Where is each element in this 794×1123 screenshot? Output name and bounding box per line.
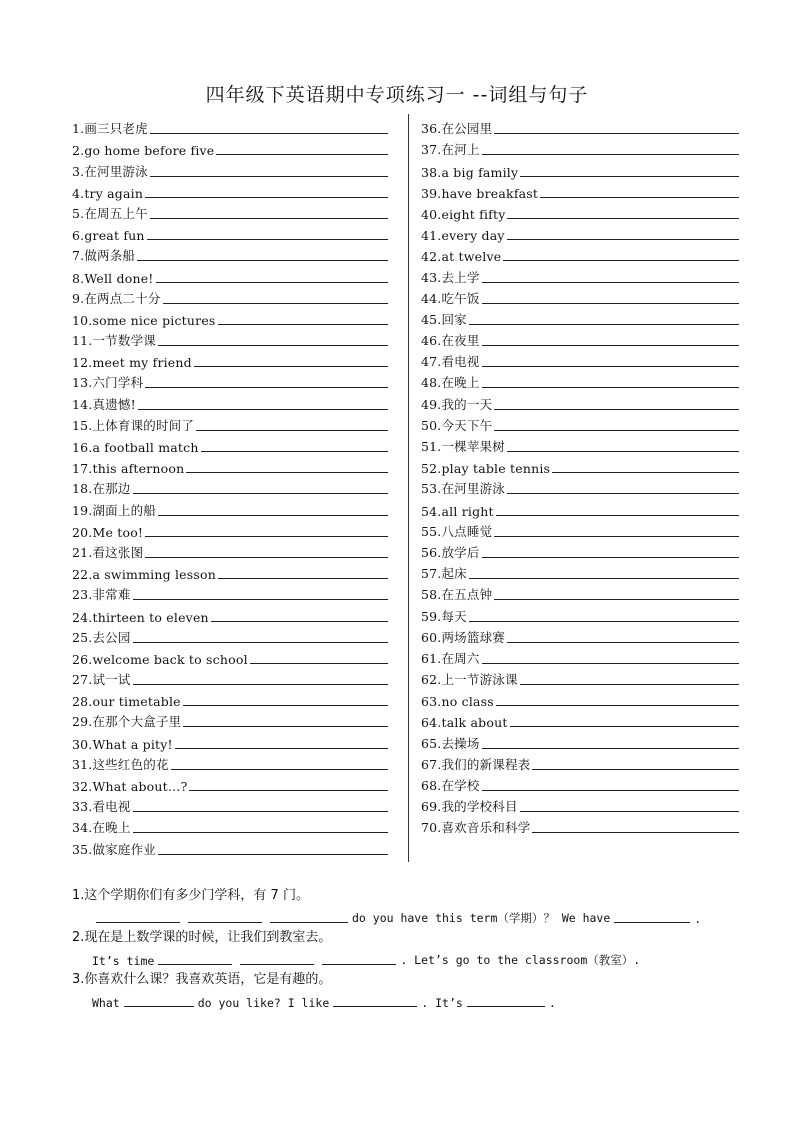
phrase-item: [72, 116, 388, 137]
phrase-item: [72, 709, 388, 730]
phrase-item: [421, 413, 739, 434]
column-divider: [408, 114, 409, 862]
answer-line[interactable]: [494, 429, 739, 431]
phrase-text: 70.喜欢音乐和科学: [421, 820, 531, 836]
answer-line[interactable]: [175, 747, 388, 749]
answer-line[interactable]: [163, 302, 388, 304]
phrase-item: [421, 328, 739, 349]
answer-line[interactable]: [507, 217, 739, 219]
phrase-text: 20.Me too!: [72, 524, 144, 540]
phrase-item: [421, 243, 739, 264]
phrase-item: [421, 561, 739, 582]
phrase-item: [421, 349, 739, 370]
phrase-item: [72, 540, 388, 561]
answer-line[interactable]: [133, 641, 388, 643]
phrase-text: 30.What a pity!: [72, 736, 173, 752]
answer-line[interactable]: [482, 789, 739, 791]
right-column: [421, 116, 739, 836]
phrase-text: 51.一棵苹果树: [421, 439, 505, 454]
phrase-item: [72, 434, 388, 455]
answer-line[interactable]: [133, 492, 388, 494]
answer-line[interactable]: [496, 514, 739, 516]
phrase-text: 56.放学后: [421, 544, 480, 560]
answer-line[interactable]: [145, 556, 388, 558]
phrase-text: 44.吃午饭: [421, 290, 480, 306]
answer-line[interactable]: [156, 281, 388, 283]
phrase-item: [421, 794, 739, 815]
answer-line[interactable]: [482, 365, 739, 367]
answer-line[interactable]: [150, 217, 388, 219]
phrase-text: 1.画三只老虎: [72, 121, 148, 137]
answer-line[interactable]: [510, 725, 739, 727]
phrase-text: 58.在五点钟: [421, 587, 493, 603]
answer-blank[interactable]: [158, 963, 232, 965]
phrase-item: [72, 264, 388, 285]
phrase-item: [72, 582, 388, 603]
answer-line[interactable]: [171, 768, 388, 770]
phrase-item: [421, 116, 739, 137]
phrase-item: [421, 455, 739, 476]
phrase-item: [72, 180, 388, 201]
phrase-text: 34.在晚上: [72, 820, 131, 836]
phrase-text: 53.在河里游泳: [421, 481, 505, 497]
answer-line[interactable]: [150, 175, 388, 177]
phrase-text: 65.去操场: [421, 735, 480, 751]
answer-blank[interactable]: [188, 921, 262, 923]
phrase-text: 15.上体育课的时间了: [72, 417, 195, 433]
phrase-item: [72, 137, 388, 158]
sentence-answer-1: [72, 904, 752, 926]
answer-line[interactable]: [496, 704, 739, 706]
phrase-text: 24.thirteen to eleven: [72, 609, 209, 625]
answer-line[interactable]: [145, 196, 388, 198]
phrase-text: 67.我们的新课程表: [421, 756, 531, 772]
phrase-text: 6.great fun: [72, 228, 145, 244]
phrase-item: [72, 794, 388, 815]
phrase-item: [421, 497, 739, 518]
phrase-text: 40.eight fifty: [421, 206, 506, 222]
answer-line[interactable]: [133, 598, 388, 600]
answer-blank[interactable]: [467, 1005, 545, 1007]
phrase-text: 29.在那个大盒子里: [72, 714, 182, 730]
phrase-text: 28.our timetable: [72, 694, 181, 710]
phrase-item: [72, 476, 388, 497]
sentence-question-3: 3.你喜欢什么课？我喜欢英语，它是有趣的。: [72, 972, 332, 987]
phrase-item: [72, 603, 388, 624]
phrase-text: 11.一节数学课: [72, 333, 156, 349]
left-column: [72, 116, 388, 858]
phrase-text: 18.在那边: [72, 481, 131, 497]
phrase-item: [72, 307, 388, 328]
answer-line[interactable]: [186, 471, 388, 473]
phrase-item: [421, 391, 739, 412]
phrase-text: 68.在学校: [421, 778, 480, 793]
phrase-item: [421, 476, 739, 497]
phrase-text: 61.在周六: [421, 650, 480, 666]
phrase-item: [72, 730, 388, 751]
phrase-text: 37.在河上: [421, 142, 480, 158]
phrase-text: 42.at twelve: [421, 249, 502, 265]
answer-line[interactable]: [520, 810, 739, 812]
phrase-item: [421, 222, 739, 243]
phrase-text: 14.真遗憾!: [72, 396, 136, 412]
phrase-text: 8.Well done!: [72, 270, 154, 286]
answer-line[interactable]: [158, 514, 388, 516]
answer-line[interactable]: [520, 683, 739, 685]
phrase-text: 33.看电视: [72, 799, 131, 815]
answer-line[interactable]: [507, 238, 739, 240]
phrase-item: [72, 561, 388, 582]
phrase-item: [421, 264, 739, 285]
answer-line[interactable]: [138, 408, 388, 410]
answer-line[interactable]: [250, 662, 388, 664]
phrase-item: [72, 391, 388, 412]
phrase-text: 57.起床: [421, 566, 467, 582]
page-title: 四年级下英语期中专项练习一 --词组与句子: [205, 84, 589, 106]
phrase-text: 10.some nice pictures: [72, 312, 216, 328]
phrase-item: [421, 815, 739, 836]
phrase-item: [72, 201, 388, 222]
phrase-text: 69.我的学校科目: [421, 799, 518, 815]
phrase-item: [421, 519, 739, 540]
phrase-item: [72, 519, 388, 540]
phrase-item: [421, 667, 739, 688]
phrase-text: 43.去上学: [421, 269, 480, 285]
answer-line[interactable]: [482, 302, 739, 304]
answer-blank[interactable]: [124, 1005, 194, 1007]
phrase-item: [72, 222, 388, 243]
phrase-item: [421, 709, 739, 730]
phrase-text: 39.have breakfast: [421, 185, 539, 201]
answer-line[interactable]: [183, 725, 388, 727]
phrase-text: 2.go home before five: [72, 143, 215, 159]
phrase-text: 32.What about…?: [72, 779, 188, 794]
answer-line[interactable]: [211, 620, 388, 622]
phrase-text: 19.湖面上的船: [72, 502, 156, 518]
phrase-text: 22.a swimming lesson: [72, 567, 216, 583]
answer-line[interactable]: [482, 747, 739, 749]
sentence-answer-2: [72, 946, 752, 968]
phrase-text: 60.两场篮球赛: [421, 629, 505, 645]
answer-line[interactable]: [507, 641, 739, 643]
answer-line[interactable]: [137, 259, 388, 261]
phrase-item: [421, 688, 739, 709]
answer-line[interactable]: [520, 175, 739, 177]
phrase-text: 13.六门学科: [72, 375, 144, 391]
phrase-text: 26.welcome back to school: [72, 651, 248, 667]
phrase-item: [72, 815, 388, 836]
phrase-text: 62.上一节游泳课: [421, 672, 518, 688]
phrase-item: [72, 286, 388, 307]
answer-line[interactable]: [532, 768, 739, 770]
answer-line[interactable]: [494, 535, 739, 537]
answer-line[interactable]: [158, 344, 388, 346]
answer-line[interactable]: [532, 831, 739, 833]
phrase-text: 25.去公园: [72, 629, 131, 645]
phrase-item: [72, 158, 388, 179]
phrase-item: [72, 773, 388, 794]
answer-blank[interactable]: [96, 921, 180, 923]
phrase-item: [72, 646, 388, 667]
answer-text: do you have this term（学期）？ We have: [352, 911, 611, 925]
answer-line[interactable]: [482, 386, 739, 388]
phrase-item: [72, 349, 388, 370]
answer-line[interactable]: [183, 704, 388, 706]
answer-text: . Let’s go to the classroom（教室）.: [400, 953, 641, 967]
phrase-item: [421, 201, 739, 222]
phrase-item: [421, 540, 739, 561]
phrase-text: 4.try again: [72, 185, 144, 201]
phrase-item: [421, 752, 739, 773]
phrase-text: 46.在夜里: [421, 333, 480, 349]
phrase-text: 27.试一试: [72, 672, 131, 688]
phrase-item: [421, 773, 739, 794]
phrase-text: 54.all right: [421, 503, 494, 519]
answer-line[interactable]: [494, 132, 739, 134]
sentence-answer-3: [72, 988, 752, 1010]
phrase-text: 7.做两条船: [72, 248, 136, 264]
phrase-text: 49.我的一天: [421, 396, 493, 412]
phrase-item: [421, 158, 739, 179]
phrase-text: 45.回家: [421, 311, 467, 327]
answer-line[interactable]: [216, 153, 388, 155]
sentence-question-2: 2.现在是上数学课的时候，让我们到教室去。: [72, 930, 332, 945]
phrase-item: [421, 370, 739, 391]
answer-line[interactable]: [507, 492, 739, 494]
answer-line[interactable]: [201, 450, 388, 452]
phrase-item: [72, 328, 388, 349]
answer-line[interactable]: [482, 281, 739, 283]
answer-line[interactable]: [503, 259, 739, 261]
phrase-text: 47.看电视: [421, 354, 480, 370]
phrase-item: [421, 646, 739, 667]
answer-blank[interactable]: [270, 921, 348, 923]
sentence-question-1: 1.这个学期你们有多少门学科，有 7 门。: [72, 888, 309, 903]
sentence-section: [72, 884, 752, 1010]
phrase-item: [72, 625, 388, 646]
answer-line[interactable]: [196, 429, 388, 431]
phrase-text: 38.a big family: [421, 164, 519, 180]
phrase-text: 9.在两点二十分: [72, 290, 161, 306]
answer-text: . It’s: [421, 996, 463, 1010]
answer-line[interactable]: [150, 132, 388, 134]
answer-line[interactable]: [482, 662, 739, 664]
answer-line[interactable]: [189, 789, 388, 791]
phrase-text: 23.非常难: [72, 587, 131, 603]
answer-line[interactable]: [145, 386, 388, 388]
answer-line[interactable]: [133, 683, 388, 685]
phrase-text: 21.看这张图: [72, 544, 144, 560]
answer-text: It’s time: [92, 954, 155, 968]
phrase-item: [72, 752, 388, 773]
answer-line[interactable]: [482, 556, 739, 558]
phrase-text: 59.每天: [421, 608, 467, 624]
answer-blank[interactable]: [614, 921, 690, 923]
phrase-text: 5.在周五上午: [72, 205, 148, 221]
phrase-text: 55.八点睡觉: [421, 523, 493, 539]
phrase-item: [421, 180, 739, 201]
phrase-item: [421, 582, 739, 603]
phrase-item: [421, 603, 739, 624]
answer-line[interactable]: [494, 598, 739, 600]
phrase-item: [72, 243, 388, 264]
answer-line[interactable]: [494, 408, 739, 410]
phrase-text: 48.在晚上: [421, 375, 480, 391]
phrase-item: [72, 455, 388, 476]
answer-line[interactable]: [507, 450, 739, 452]
phrase-text: 36.在公园里: [421, 121, 493, 137]
phrase-text: 17.this afternoon: [72, 461, 185, 477]
answer-blank[interactable]: [240, 963, 314, 965]
answer-blank[interactable]: [322, 963, 396, 965]
phrase-item: [421, 625, 739, 646]
phrase-text: 64.talk about: [421, 715, 508, 731]
phrase-item: [72, 497, 388, 518]
phrase-item: [72, 688, 388, 709]
answer-text: What: [92, 996, 120, 1010]
answer-text: .: [694, 912, 702, 926]
phrase-text: 63.no class: [421, 694, 494, 710]
answer-text: .: [548, 996, 556, 1010]
answer-line[interactable]: [218, 323, 388, 325]
answer-text: do you like? I like: [197, 996, 330, 1010]
phrase-item: [421, 307, 739, 328]
answer-line[interactable]: [469, 577, 739, 579]
answer-line[interactable]: [482, 153, 739, 155]
answer-line[interactable]: [147, 238, 388, 240]
answer-line[interactable]: [540, 196, 739, 198]
phrase-text: 16.a football match: [72, 440, 199, 455]
answer-line[interactable]: [552, 471, 739, 473]
phrase-text: 41.every day: [421, 228, 505, 244]
answer-line[interactable]: [133, 810, 388, 812]
phrase-item: [421, 286, 739, 307]
phrase-item: [72, 370, 388, 391]
answer-line[interactable]: [194, 365, 388, 367]
phrase-text: 52.play table tennis: [421, 461, 551, 477]
answer-line[interactable]: [469, 620, 739, 622]
phrase-item: [72, 667, 388, 688]
phrase-text: 35.做家庭作业: [72, 841, 156, 857]
answer-line[interactable]: [469, 323, 739, 325]
phrase-item: [72, 413, 388, 434]
phrase-item: [72, 836, 388, 857]
phrase-text: 3.在河里游泳: [72, 163, 148, 179]
answer-line[interactable]: [145, 535, 388, 537]
phrase-item: [421, 137, 739, 158]
phrase-text: 12.meet my friend: [72, 355, 192, 371]
phrase-text: 31.这些红色的花: [72, 756, 169, 772]
answer-line[interactable]: [218, 577, 388, 579]
phrase-item: [421, 434, 739, 455]
answer-line[interactable]: [482, 344, 739, 346]
phrase-text: 50.今天下午: [421, 417, 493, 433]
answer-line[interactable]: [158, 853, 388, 855]
phrase-item: [421, 730, 739, 751]
answer-blank[interactable]: [333, 1005, 417, 1007]
answer-line[interactable]: [133, 831, 388, 833]
